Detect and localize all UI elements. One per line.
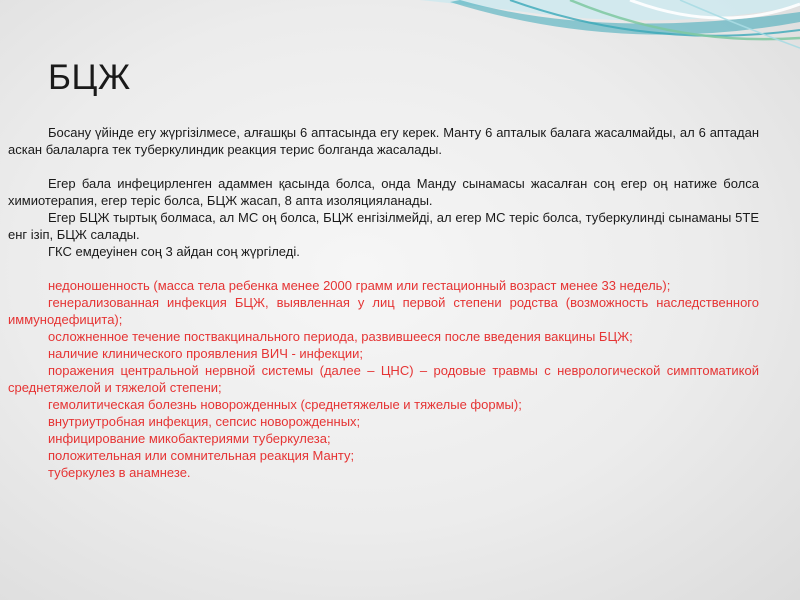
contraindication-item: наличие клинического проявления ВИЧ - инфекции;: [48, 346, 364, 361]
contraindication-item: осложненное течение поствакцинального периода, развившееся после введения вакцины БЦЖ;: [48, 329, 633, 344]
kazakh-paragraph-2: Егер бала инфецирленген адаммен қасында болса, онда Манду сынамасы жасалған соң егер оң натиже болса химиотерапия, егер теріс болса, БЦЖ жасап, 8 апта изоляцияланады.: [8, 176, 759, 208]
contraindication-item: положительная или сомнительная реакция Манту;: [48, 448, 355, 463]
contraindication-item: гемолитическая болезнь новорожденных (среднетяжелые и тяжелые формы);: [48, 397, 522, 412]
contraindication-item: внутриутробная инфекция, сепсис новорожденных;: [48, 414, 361, 429]
slide-title: БЦЖ: [48, 58, 131, 97]
contraindication-item: недоношенность (масса тела ребенка менее 2000 грамм или гестационный возраст менее 33 недель);: [48, 278, 671, 293]
contraindication-item: инфицирование микобактериями туберкулеза;: [48, 431, 331, 446]
contraindication-item: генерализованная инфекция БЦЖ, выявленная у лиц первой степени родства (возможность наследственного иммунодефицита);: [8, 295, 759, 327]
slide-body: [8, 124, 759, 481]
kazakh-paragraph-4: ГКС емдеуінен соң 3 айдан соң жүргіледі.: [48, 244, 300, 259]
decorative-swoosh: [420, 0, 800, 80]
kazakh-paragraph-1: Босану үйінде егу жүргізілмесе, алғашқы 6 аптасында егу керек. Манту 6 апталык балага жасалмайды, ал 6 аптадан аскан балаларга тек туберкулиндик реакция терис болганда жасалады.: [8, 125, 759, 157]
kazakh-paragraph-3: Егер БЦЖ тыртық болмаса, ал МС оң болса, БЦЖ енгізілмейді, ал егер МС теріс болса, туберкулинді сынаманы 5ТЕ енг ізіп, БЦЖ салады.: [8, 210, 759, 242]
contraindication-item: поражения центральной нервной системы (далее – ЦНС) – родовые травмы с неврологической симптоматикой среднетяжелой и тяжелой степени;: [8, 363, 759, 395]
paragraph-gap: [8, 158, 759, 175]
contraindications-list: [8, 277, 759, 481]
contraindication-item: туберкулез в анамнезе.: [48, 465, 191, 480]
